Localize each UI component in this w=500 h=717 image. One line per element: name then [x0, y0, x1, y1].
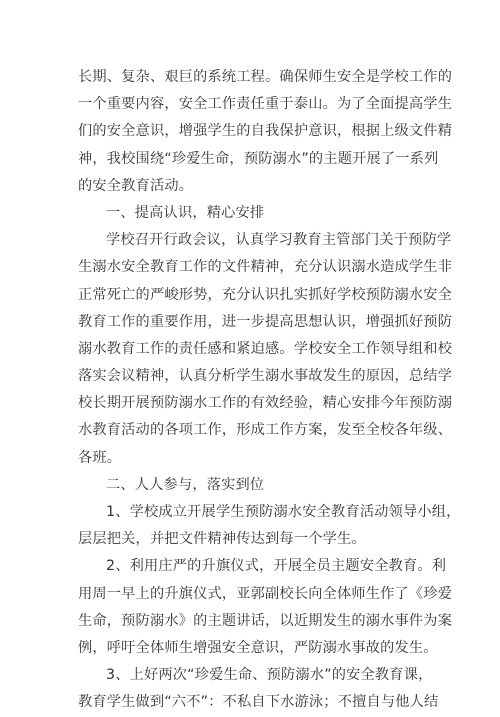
paragraph-start: 2、利用庄严的升旗仪式，开展全员主题安全教育。利: [106, 558, 447, 575]
text-line: 各班。: [78, 449, 122, 466]
section-heading: 二、人人参与，落实到位: [106, 476, 265, 493]
text-line: 神，我校围绕“珍爱生命，预防溺水”的主题开展了一系列: [78, 150, 439, 167]
text-line: 生命，预防溺水》的主题讲话，以近期发生的溺水事件为案: [78, 612, 453, 629]
text-line: 的安全教育活动。: [78, 177, 194, 194]
paragraph-start: 1、学校成立开展学生预防溺水安全教育活动领导小组，: [106, 504, 461, 520]
document-body: [78, 64, 461, 717]
text-line: 校长期开展预防溺水工作的有效经验，精心安排今年预防溺: [78, 395, 453, 412]
text-line: 溺水教育工作的责任感和紧迫感。学校安全工作领导组和校: [78, 340, 453, 357]
paragraph-start: 学校召开行政会议，认真学习教育主管部门关于预防学: [106, 232, 452, 249]
text-line: 落实会议精神，认真分析学生溺水事故发生的原因，总结学: [78, 368, 453, 385]
text-line: 用周一早上的升旗仪式，亚郭副校长向全体师生作了《珍爱: [78, 585, 453, 602]
text-line: 教育学生做到“六不”：不私自下水游泳；不擅自与他人结: [78, 694, 439, 711]
section-heading: 一、提高认识，精心安排: [106, 204, 265, 221]
text-line: 长期、复杂、艰巨的系统工程。确保师生安全是学校工作的: [78, 69, 453, 85]
text-line: 水教育活动的各项工作，形成工作方案，发至全校各年级、: [78, 422, 453, 439]
text-line: 教育工作的重要作用，进一步提高思想认识，增强抓好预防: [78, 313, 453, 330]
text-line: 正常死亡的严峻形势，充分认识扎实抓好学校预防溺水安全: [78, 286, 453, 303]
text-line: 一个重要内容，安全工作责任重于泰山。为了全面提高学生: [78, 96, 453, 113]
text-line: 层层把关，并把文件精神传达到每一个学生。: [78, 531, 366, 548]
text-line: 生溺水安全教育工作的文件精神，充分认识溺水造成学生非: [78, 259, 453, 276]
text-line: 们的安全意识，增强学生的自我保护意识，根据上级文件精: [78, 123, 453, 140]
paragraph-start: 3、上好两次“珍爱生命、预防溺水”的安全教育课，: [106, 667, 433, 684]
text-line: 例，呼吁全体师生增强安全意识，严防溺水事故的发生。: [78, 639, 438, 656]
